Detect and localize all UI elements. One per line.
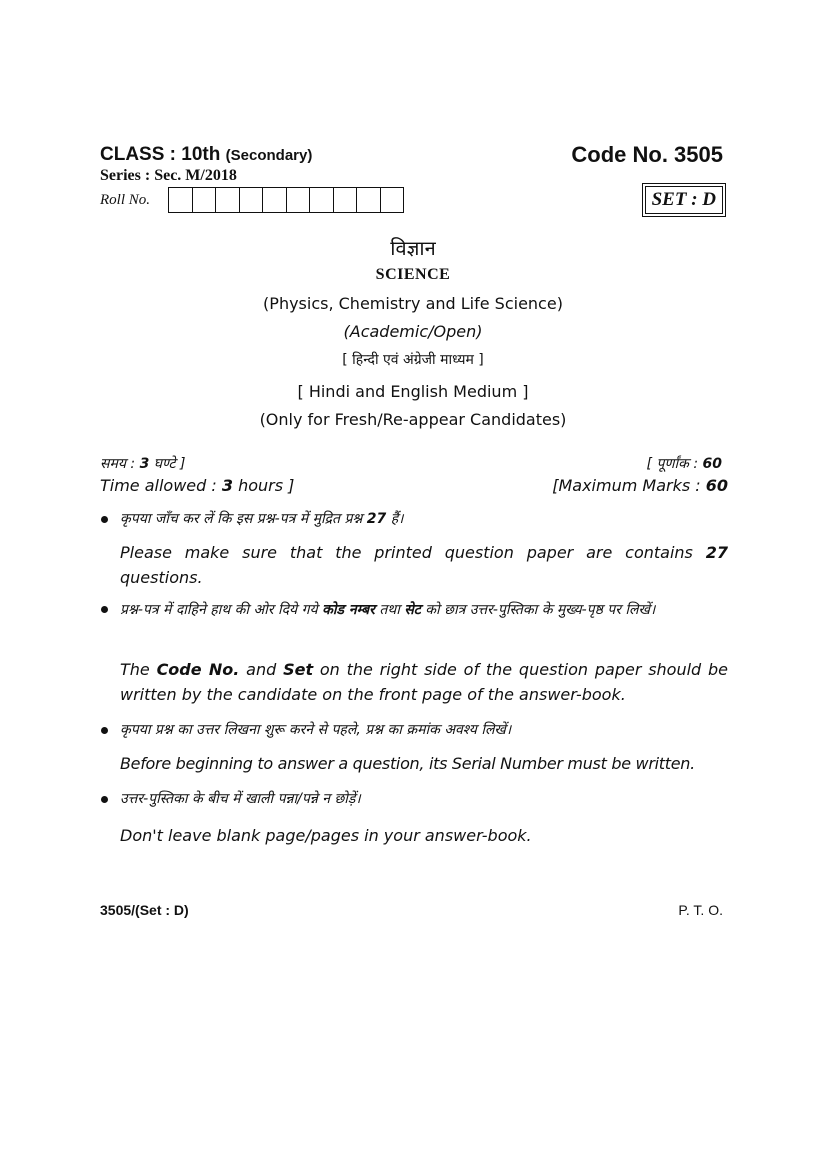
class-type: (Secondary) [225, 147, 313, 164]
instruction-4-hindi: उत्तर-पुस्तिका के बीच में खाली पन्ना/पन्ने न छोड़ें। [120, 791, 361, 807]
instruction-2-hindi [120, 598, 728, 623]
roll-number-box [216, 188, 240, 212]
maximum-marks-prefix: [Maximum Marks : [552, 476, 706, 495]
bullet-icon [101, 796, 108, 803]
set-badge: SET : D [645, 186, 723, 214]
english-medium-line: [ Hindi and English Medium ] [297, 382, 529, 401]
class-label [100, 144, 312, 166]
footer-pto: P. T. O. [678, 902, 723, 918]
instruction-2-hindi-code: कोड नम्बर [322, 602, 375, 618]
maximum-marks-value: 60 [705, 476, 728, 495]
instruction-2-english-mid: and [239, 660, 284, 679]
time-allowed-suffix: hours ] [233, 476, 295, 495]
roll-number-label: Roll No. [100, 192, 151, 208]
candidates-line: (Only for Fresh/Re-appear Candidates) [259, 410, 567, 429]
page-title: SCIENCE [375, 266, 451, 283]
roll-number-box [310, 188, 334, 212]
marks-hindi-prefix: [ पूर्णांक : [646, 456, 703, 472]
instruction-4-english: Don't leave blank page/pages in your answer-book. [120, 826, 532, 845]
code-number: Code No. 3505 [571, 142, 723, 167]
roll-number-box [240, 188, 264, 212]
instruction-2-hindi-mid: तथा [374, 602, 405, 618]
instruction-1-english-num: 27 [705, 543, 728, 562]
time-hindi [100, 454, 186, 473]
instruction-1-hindi [120, 507, 728, 532]
instruction-1-hindi-a: कृपया जाँच कर लें कि इस प्रश्न-पत्र में मुद्रित प्रश्न [120, 511, 367, 527]
class-value: CLASS : 10th [100, 144, 221, 165]
roll-number-box [357, 188, 381, 212]
roll-number-box [263, 188, 287, 212]
hindi-title: विज्ञान [390, 236, 436, 260]
bullet-icon [101, 727, 108, 734]
instruction-1-english-b: questions. [120, 568, 203, 587]
maximum-marks [552, 476, 728, 495]
instruction-1-hindi-num: 27 [366, 511, 387, 527]
instruction-2-hindi-b: को छात्र उत्तर-पुस्तिका के मुख्य-पृष्ठ पर लिखें। [420, 602, 656, 618]
instruction-2-english [120, 657, 728, 707]
instruction-3-english: Before beginning to answer a question, its Serial Number must be written. [120, 754, 695, 773]
marks-hindi [647, 454, 722, 473]
roll-number-boxes [168, 187, 404, 213]
instruction-1-hindi-b: हैं। [386, 511, 404, 527]
instruction-2-english-set: Set [283, 660, 314, 679]
time-hindi-value: 3 [139, 456, 150, 472]
time-allowed [100, 476, 294, 495]
bullet-icon [101, 606, 108, 613]
instruction-2-english-b: on the right side of the question paper should be written by the candidate on the front page of the answer-book. [120, 660, 728, 704]
time-hindi-prefix: समय : [100, 456, 140, 472]
academic-line: (Academic/Open) [343, 322, 483, 341]
instruction-2-hindi-set: सेट [404, 602, 421, 618]
time-allowed-value: 3 [221, 476, 234, 495]
footer-code: 3505/(Set : D) [100, 902, 189, 918]
marks-hindi-value: 60 [702, 456, 722, 472]
instruction-2-hindi-a: प्रश्न-पत्र में दाहिने हाथ की ओर दिये गये [120, 602, 323, 618]
time-hindi-suffix: घण्टे ] [149, 456, 186, 472]
roll-number-box [334, 188, 358, 212]
time-allowed-prefix: Time allowed : [100, 476, 222, 495]
roll-number-box [193, 188, 217, 212]
instruction-3-hindi: कृपया प्रश्न का उत्तर लिखना शुरू करने से पहले, प्रश्न का क्रमांक अवश्य लिखें। [120, 722, 512, 738]
subjects-line: (Physics, Chemistry and Life Science) [263, 294, 563, 313]
instruction-1-english [120, 540, 728, 590]
instruction-1-english-a: Please make sure that the printed question paper are contains [120, 543, 706, 562]
instruction-2-english-code: Code No. [156, 660, 240, 679]
hindi-medium-line: [ हिन्दी एवं अंग्रेजी माध्यम ] [342, 352, 484, 368]
roll-number-box [169, 188, 193, 212]
roll-number-box [381, 188, 404, 212]
bullet-icon [101, 516, 108, 523]
roll-number-box [287, 188, 311, 212]
instruction-2-english-a: The [120, 660, 157, 679]
series-label: Series : Sec. M/2018 [100, 167, 237, 184]
